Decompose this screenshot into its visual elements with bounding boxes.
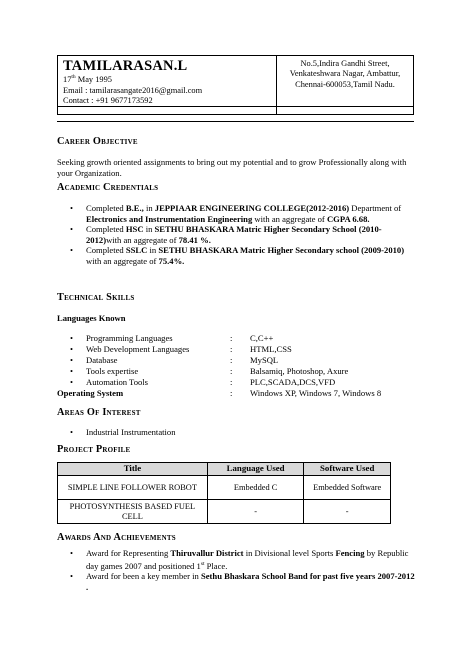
career-objective-text: Seeking growth oriented assignments to bring out my potential and to grow Professionally along with your Organization. [57,157,407,178]
address-line: No.5,Indira Gandhi Street, [300,59,390,68]
bullet-icon: • [70,245,74,256]
header-row-divider [58,106,413,107]
column-header: Language Used [207,463,304,476]
column-header: Title [58,463,208,476]
section-divider [57,121,414,122]
email-line: Email : tamilarasangate2016@gmail.com [63,86,203,95]
table-cell: - [304,500,391,524]
academic-list [70,203,415,267]
languages-known-label: Languages Known [57,313,126,323]
academic-item-hsc: • Completed HSC in SETHU BHASKARA Matric Higher Secondary School (2010-2012)with an aggregate of 78.41 %. [70,224,382,245]
skill-value: PLC,SCADA,DCS,VFD [250,377,336,387]
address-line: Chennai-600053,Tamil Nadu. [295,79,395,89]
academic-heading: Academic Credentials [57,182,159,193]
table-cell: Embedded Software [304,476,391,500]
technical-skills-heading: Technical Skills [57,292,135,303]
resume-page: TAMILARASAN.L 17th May 1995 Email : tamilarasangate2016@gmail.com Contact : +91 9677173592 No.5,Indira Gandhi Street, Venkateshwara Nagar, Ambattur, Chennai-600053,Tamil Nadu. Career Objective Seeking growth oriented assignments to bring out my potential and to grow Professionally along with your Organization. Academic Credentials • Completed B.E., in JEPPIAAR ENGINEERING COLLEGE(2012-2016) Department of Electronics and Instrumentation Engineering with an aggregate of CGPA 6.68. • Completed HSC in SETHU BHASKARA Matric Higher Secondary School (2010-2012)with an aggregate of 78.41 %. • Completed SSLC in SETHU BHASKARA Matric Higher Secondary school (2009-2010) with an aggregate of 75.4%. Technical Skills Languages Known • Programming Languages : C,C++ • Web Development Languages : HTML,CSS • Database : MySQL • Tools expertise : Balsamiq, Photoshop, Axure • Automation Tools : PLC,SCADA,DCS,VFD Operating System : Windows XP, Windows 7, Windows 8 Areas Of Interest • Industrial Instrumentation Project Profile Title Language Used Software Used SIMPLE LINE FOLLOWER ROBOT Embedded C Embedded Software PHOTOSYNTHESIS BASED FUEL CELL - - Awards And Achievements • Award for Representing Thiruvallur District in Divisional level Sports Fencing by Republic day games 2007 and positioned 1st Place. • Award for been a key member in Sethu Bhaskara School Band for past five years 2007-2012 . [0,0,474,670]
project-heading: Project Profile [57,444,131,455]
date-of-birth: 17th May 1995 [63,74,112,84]
bullet-icon: • [70,377,74,387]
career-objective-heading: Career Objective [57,136,138,147]
contact-line: Contact : +91 9677173592 [63,96,153,105]
bullet-icon: • [70,224,74,235]
table-cell: SIMPLE LINE FOLLOWER ROBOT [58,476,208,500]
skill-label: Web Development Languages [86,344,190,354]
table-row [58,476,391,500]
bullet-icon: • [70,366,74,376]
skill-label: Tools expertise [86,366,139,376]
bullet-icon: • [70,571,74,582]
awards-list [70,548,415,592]
interest-item: • Industrial Instrumentation [70,427,176,437]
table-header-row [58,463,391,476]
academic-item-be: • Completed B.E., in JEPPIAAR ENGINEERING COLLEGE(2012-2016) Department of Electronics and Instrumentation Engineering with an aggregate of CGPA 6.68. [70,203,402,224]
table-cell: PHOTOSYNTHESIS BASED FUEL CELL [58,500,208,524]
skill-value: MySQL [250,355,279,365]
table-cell: Embedded C [207,476,304,500]
bullet-icon: • [70,344,74,354]
candidate-name: TAMILARASAN.L [63,58,188,74]
award-item: • Award for Representing Thiruvallur District in Divisional level Sports Fencing by Republic day games 2007 and positioned 1st Place. [70,548,409,571]
skill-value: HTML,CSS [250,344,292,354]
table-row [58,500,391,524]
os-label: Operating System [57,388,124,398]
skill-value: C,C++ [250,333,274,343]
bullet-icon: • [70,355,74,365]
award-item: • Award for been a key member in Sethu Bhaskara School Band for past five years 2007-2012 . [70,571,415,592]
skill-value: Balsamiq, Photoshop, Axure [250,366,349,376]
address-block [280,59,410,90]
skill-label: Automation Tools [86,377,149,387]
interest-list [70,427,415,438]
skill-label: Database [86,355,118,365]
bullet-icon: • [70,427,74,437]
address-line: Venkateshwara Nagar, Ambattur, [289,69,401,79]
skill-label: Programming Languages [86,333,173,343]
bullet-icon: • [70,333,74,343]
interest-heading: Areas Of Interest [57,407,141,418]
os-value: Windows XP, Windows 7, Windows 8 [250,388,382,398]
bullet-icon: • [70,203,74,213]
bullet-icon: • [70,548,74,558]
header-box [57,55,414,115]
table-cell: - [207,500,304,524]
project-table [57,462,391,524]
column-header: Software Used [304,463,391,476]
awards-heading: Awards And Achievements [57,532,176,543]
academic-item-sslc: • Completed SSLC in SETHU BHASKARA Matric Higher Secondary school (2009-2010) with an aggregate of 75.4%. [70,245,405,266]
